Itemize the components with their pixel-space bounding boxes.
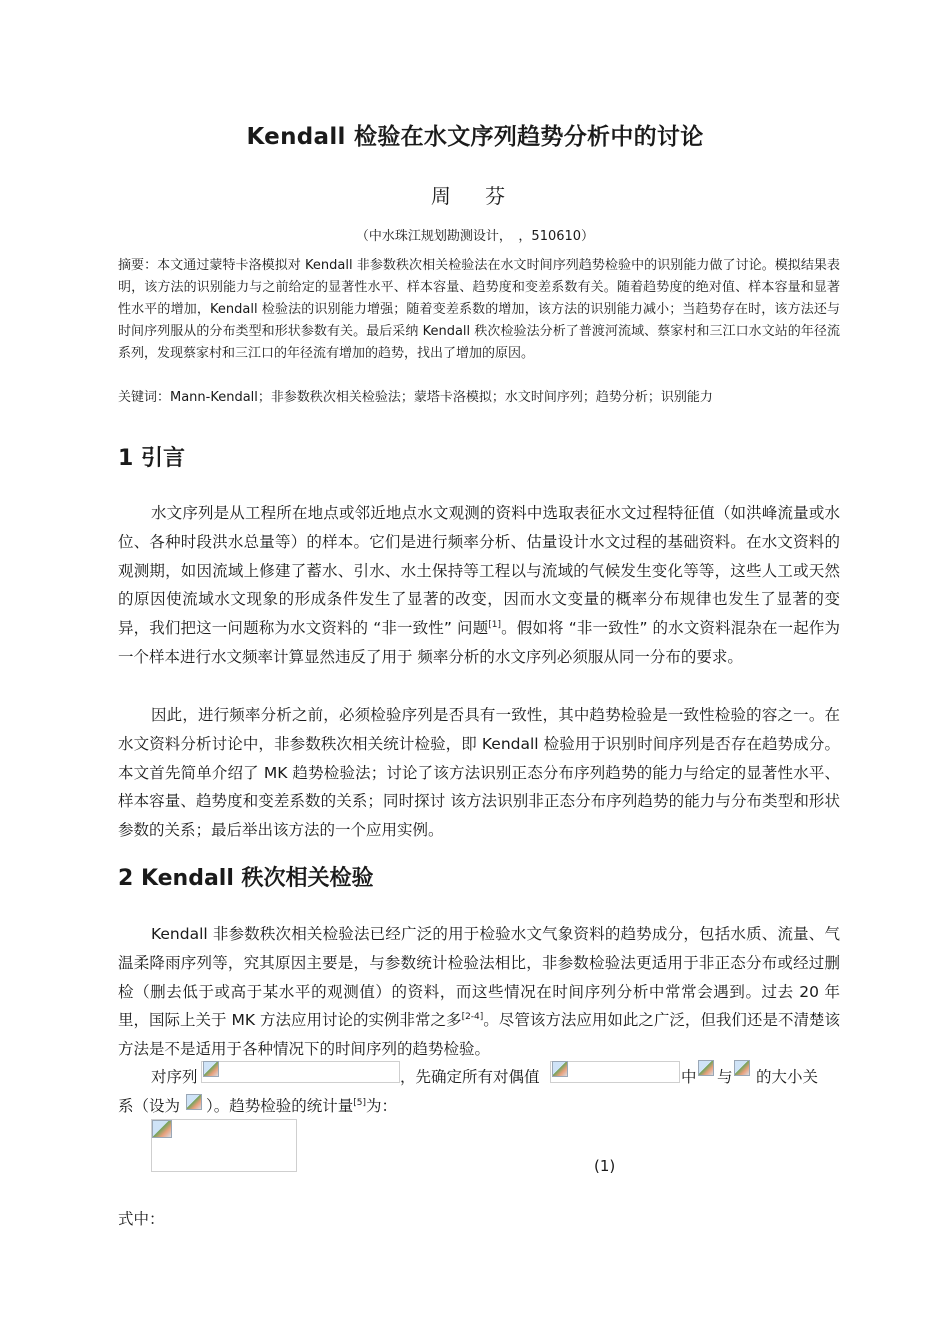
broken-image-icon	[698, 1060, 714, 1076]
line-text: 为：	[366, 1097, 398, 1115]
paragraph-text: 。尽管该方法应用如此之广泛，但我们还是不清楚该方法是不是适用于各种情况下的时间序列的趋势检验。	[118, 1011, 840, 1059]
formula-image-placeholder	[201, 1061, 400, 1083]
broken-image-icon	[152, 1120, 172, 1138]
broken-image-icon	[186, 1094, 202, 1110]
text-line-statistic	[206, 1092, 397, 1120]
keywords: 关键词：Mann-Kendall；非参数秩次相关检验法；蒙塔卡洛模拟；水文时间序列；趋势分析；识别能力	[118, 390, 713, 405]
line-text: ）。趋势检验的统计量	[206, 1097, 354, 1115]
abstract: 摘要：本文通过蒙特卡洛模拟对 Kendall 非参数秩次相关检验法在水文时间序列趋势检验中的识别能力做了讨论。模拟结果表明，该方法的识别能力与之前给定的显著性水平、样本容量、趋势度和变差系数有关。随着趋势度的绝对值、样本容量和显著性水平的增加，Kendall 检验法的识别能力增强；随着变差系数的增加，该方法的识别能力减小；当趋势存在时，该方法还与时间序列服从的分布类型和形状参数有关。最后采纳 Kendall 秩次检验法分析了普渡河流域、蔡家村和三江口水文站的年径流系列，发现蔡家村和三江口的年径流有增加的趋势，找出了增加的原因。	[118, 258, 840, 361]
formula-image-placeholder	[734, 1061, 753, 1081]
author-name: 周 芬	[430, 184, 520, 208]
citation-ref[interactable]: [2-4]	[461, 1012, 484, 1023]
equation-image-placeholder	[151, 1119, 297, 1172]
text-line-set	[118, 1092, 180, 1120]
paragraph-intro-2: 因此，进行频率分析之前，必须检验序列是否具有一致性，其中趋势检验是一致性检验的容之一。在水文资料分析讨论中，非参数秩次相关统计检验，即 Kendall 检验用于识别时间序列是否存在趋势成分。本文首先简单介绍了 MK 趋势检验法；讨论了该方法识别正态分布序列趋势的能力与给定的显著性水平、样本容量、趋势度和变差系数的关系；同时探讨 该方法识别非正态分布序列趋势的能力与分布类型和形状参数的关系；最后举出该方法的一个应用实例。	[118, 706, 840, 840]
line-text: 的大小关	[756, 1068, 819, 1086]
line-text: 中	[681, 1068, 697, 1086]
citation-ref[interactable]: [5]	[353, 1097, 367, 1108]
formula-image-placeholder	[550, 1061, 680, 1083]
line-text: 与	[717, 1068, 733, 1086]
broken-image-icon	[734, 1060, 750, 1076]
text-line-and	[717, 1063, 733, 1091]
paragraph-intro-1	[118, 499, 840, 672]
affiliation: （中水珠江规划勘测设计， ，510610）	[355, 229, 595, 244]
line-text: ，先确定所有对偶值	[400, 1068, 540, 1086]
broken-image-icon	[552, 1061, 568, 1077]
formula-image-placeholder	[698, 1061, 715, 1081]
text-line-in	[681, 1063, 697, 1091]
paragraph-text: 。假如将 “非一致性” 的水文资料混杂在一起作为一个样本进行水文频率计算显然违反了用于 频率分析的水文序列必须服从同一分布的要求。	[118, 619, 841, 666]
line-text: 对序列	[151, 1068, 198, 1086]
text-line-sequence	[151, 1063, 198, 1091]
where-label: 式中：	[118, 1210, 165, 1228]
text-line-relation	[756, 1063, 818, 1091]
paragraph-text: Kendall 非参数秩次相关检验法已经广泛的用于检验水文气象资料的趋势成分，包括水质、流量、气温柔降雨序列等，究其原因主要是，与参数统计检验法相比，非参数检验法更适用于非正态分布或经过删检（删去低于或高于某水平的观测值）的资料，而这些情况在时间序列分析中常常会遇到。过去 20 年里，国际上关于 MK 方法应用讨论的实例非常之多	[118, 925, 840, 1030]
paragraph-kendall-1	[118, 920, 840, 1064]
equation-number: (1)	[594, 1157, 616, 1175]
text-line-pairs	[400, 1063, 540, 1091]
citation-ref[interactable]: [1]	[488, 620, 502, 631]
paper-title: Kendall 检验在水文序列趋势分析中的讨论	[246, 124, 704, 150]
formula-image-placeholder	[186, 1094, 204, 1112]
paragraph-text: 水文序列是从工程所在地点或邻近地点水文观测的资料中选取表征水文过程特征值（如洪峰流量或水位、各种时段洪水总量等）的样本。它们是进行频率分析、估量设计水文过程的基础资料。在水文资料的观测期，如因流域上修建了蓄水、引水、水土保持等工程以与流域的气候发生变化等等，这些人工或天然的原因使流域水文现象的形成条件发生了显著的改变，因而水文变量的概率分布规律也发生了显著的变异，我们把这一问题称为水文资料的 “非一致性” 问题	[118, 504, 840, 638]
line-text: 系（设为	[118, 1097, 181, 1115]
broken-image-icon	[203, 1061, 219, 1077]
section-heading-introduction: 1 引言	[118, 446, 185, 471]
section-heading-kendall: 2 Kendall 秩次相关检验	[118, 866, 374, 891]
